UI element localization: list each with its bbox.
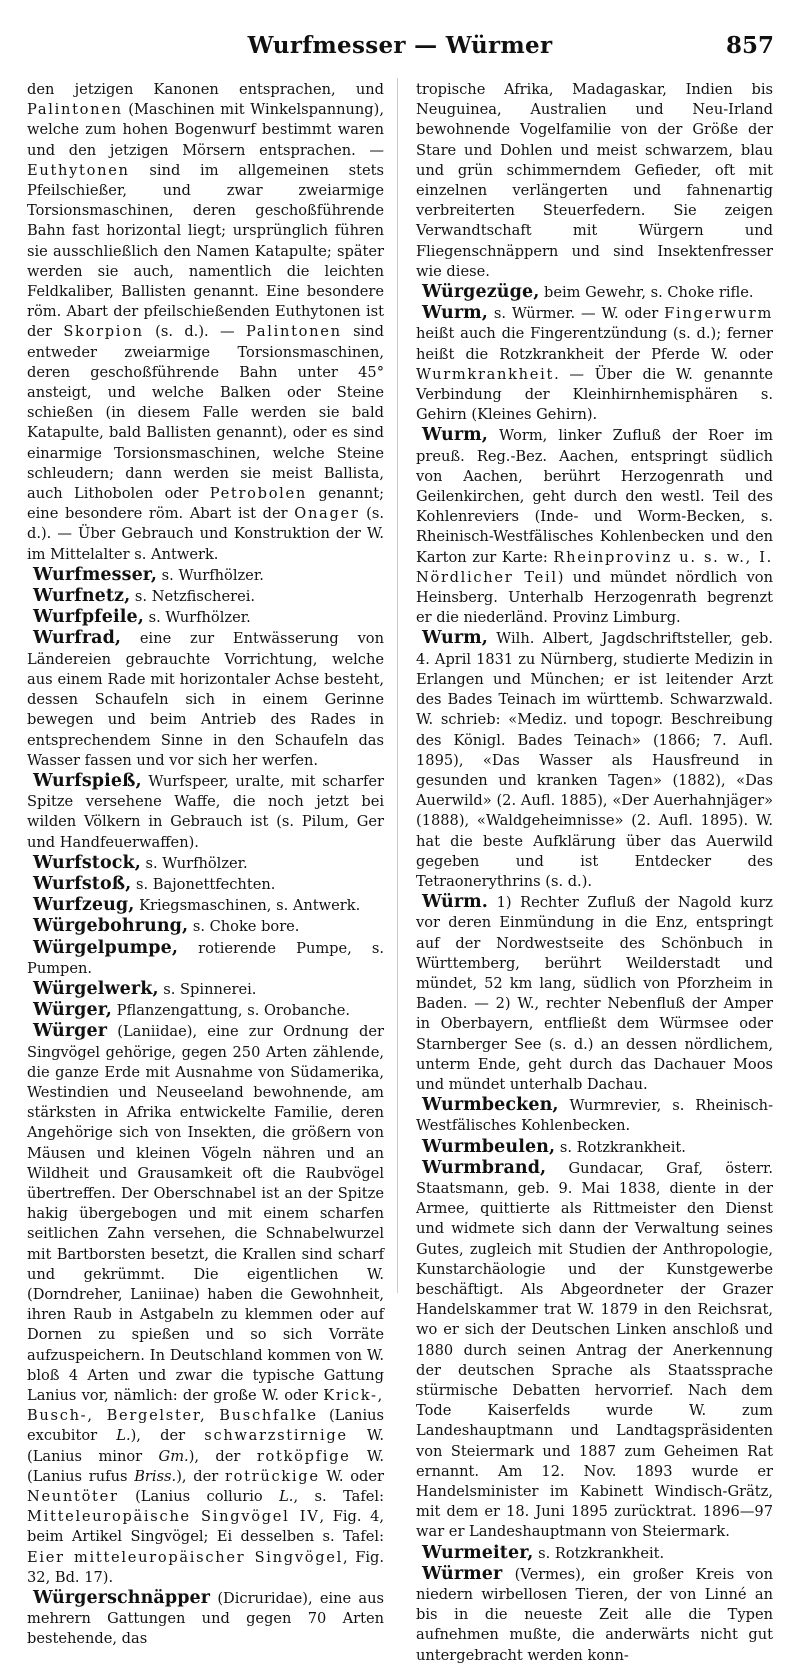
dictionary-entry	[27, 916, 384, 937]
dictionary-entry	[416, 425, 773, 628]
entry-text: beim Gewehr, s. Choke rifle.	[539, 284, 754, 302]
entry-text: genannt; eine besondere röm. Abart ist der	[27, 485, 384, 523]
page-number: 857	[725, 32, 774, 59]
entry-text: (Maschinen mit Winkelspannung), welche zum hohen Bogenwurf bestimmt waren und den jetzigen Mörsern entsprachen. —	[27, 101, 384, 159]
entry-headword: Wurfmesser,	[33, 564, 158, 585]
entry-text: tropische Afrika, Madagaskar, Indien bis Neuguinea, Australien und Neu-Irland bewohnende Vogelfamilie von der Größe der Stare und Dohlen und meist schwarzem, blau und grün schimmerndem Gefieder, oft mit einzelnen verlängerten und fahnenartig verbreiterten Steuerfedern. Sie zeigen Verwandtschaft mit Würgern und Fliegenschnäppern und sind Insektenfresser wie diese.	[416, 81, 773, 280]
entry-text: Briss.	[134, 1467, 177, 1485]
entry-text: (Lanius excubitor	[27, 1407, 385, 1445]
dictionary-entry	[416, 1137, 773, 1158]
entry-headword: Wurmbrand,	[422, 1157, 547, 1178]
entry-text: , Fig. 32, Bd. 17).	[27, 1548, 384, 1586]
entry-headword: Würmer	[422, 1563, 503, 1584]
entry-headword: Wurfstoß,	[33, 873, 132, 894]
entry-headword: Würm.	[422, 892, 488, 913]
entry-text: Mitteleuropäische Singvögel IV	[27, 1508, 320, 1526]
entry-headword: Wurfspieß,	[33, 770, 142, 791]
entry-headword: Wurm,	[422, 628, 488, 649]
dictionary-entry	[27, 628, 384, 770]
entry-text: schwarzstirnige	[204, 1427, 348, 1445]
entry-headword: Würgerschnäpper	[33, 1588, 211, 1609]
entry-text: s. Rotzkrankheit.	[533, 1544, 665, 1562]
entry-text: Gm.	[158, 1447, 189, 1465]
entry-text: sind im allgemeinen stets Pfeilschießer, und zwar zweiarmige Torsionsmaschinen, deren geschoßführende Bahn fast horizontal liegt; ursprünglich führen sie ausschließlich den Namen Katapulte; später werden sie auch, namentlich die leichten Feldkaliber, Ballisten genannt. Eine besondere röm. Abart der pfeilschießenden Euthytonen ist der	[27, 161, 384, 341]
entry-headword: Würgelwerk,	[33, 978, 159, 999]
entry-text: ), der	[188, 1447, 257, 1465]
entry-text: Fingerwurm	[664, 305, 773, 323]
dictionary-entry	[416, 1564, 773, 1666]
entry-headword: Wurmeiter,	[422, 1542, 534, 1563]
entry-text: . — Über die W. genannte Verbindung der Kleinhirnhemisphären s. Gehirn (Kleines Gehirn).	[416, 365, 773, 424]
entry-text: W. (Lanius minor	[27, 1427, 384, 1465]
entry-text: Wurmkrankheit	[416, 365, 555, 383]
entry-headword: Wurfnetz,	[33, 586, 131, 607]
entry-text: Pflanzengattung, s. Orobanche.	[112, 1002, 350, 1020]
dictionary-entry	[27, 853, 384, 874]
entry-text: (Lanius collurio	[118, 1488, 280, 1506]
entry-text: Rheinprovinz u. s. w., I. Nördlicher Teil	[416, 548, 774, 586]
entry-text: rotköpfige	[256, 1447, 351, 1465]
entry-text: , Fig. 4, beim Artikel Singvögel; Ei desselben s. Tafel:	[27, 1508, 384, 1546]
entry-text: ), der	[130, 1427, 205, 1445]
continued-paragraph	[416, 80, 773, 282]
dictionary-entry	[416, 1158, 773, 1543]
entry-text: s. Netzfischerei.	[130, 588, 256, 606]
entry-text: Euthytonen	[27, 161, 130, 179]
dictionary-entry	[27, 565, 384, 586]
continued-paragraph	[27, 80, 384, 565]
entry-text: Skorpion	[63, 323, 144, 341]
entry-headword: Wurmbeulen,	[422, 1136, 556, 1157]
entry-text: Eier mitteleuropäischer Singvögel	[27, 1548, 343, 1566]
entry-text: s. Würmer. — W. oder	[488, 305, 665, 323]
entry-text: , s. Tafel:	[293, 1488, 384, 1506]
dictionary-entry	[27, 1588, 384, 1650]
dictionary-entry	[27, 938, 384, 979]
entry-headword: Wurfrad,	[33, 628, 122, 649]
dictionary-entry	[27, 979, 384, 1000]
entry-text: L.	[279, 1488, 294, 1506]
entry-headword: Wurm,	[422, 425, 488, 446]
entry-text: Palintonen	[27, 101, 123, 119]
entry-text: Wurmrevier, s. Rheinisch-Westfälisches Kohlenbecken.	[416, 1097, 773, 1135]
entry-text: 1) Rechter Zufluß der Nagold kurz vor deren Einmündung in die Enz, entspringt auf der Nordwestseite des Schönbuch in Württemberg, berührt Weilderstadt und mündet, 52 km lang, südlich von Pforzheim in Baden. — 2) W., rechter Nebenfluß der Amper in Oberbayern, entfließt dem Würmsee oder Starnberger See (s. d.) an dessen nördlichem, unterm Ende, geht durch das Dachauer Moos und mündet unterhalb Dachau.	[416, 894, 773, 1093]
entry-text: (Dicruridae), eine aus mehrern Gattungen und gegen 70 Arten bestehende, das	[27, 1590, 384, 1648]
entry-headword: Wurfzeug,	[33, 895, 135, 916]
entry-text: Krick-, Busch-, Bergelster, Buschfalke	[27, 1387, 384, 1425]
entry-text: rotierende Pumpe, s. Pumpen.	[27, 939, 384, 977]
entry-headword: Wurmbecken,	[422, 1095, 559, 1116]
left-column	[27, 80, 384, 1650]
dictionary-entry	[416, 282, 773, 303]
dictionary-entry	[27, 771, 384, 853]
dictionary-entry	[416, 1095, 773, 1136]
entry-text: (s. d.). — Über Gebrauch und Konstruktion der W. im Mittelalter s. Antwerk.	[27, 505, 384, 563]
dictionary-entry	[27, 895, 384, 916]
entry-text: Onager	[294, 505, 360, 523]
entry-text: W. oder	[319, 1467, 384, 1485]
entry-text: s. Bajonettfechten.	[131, 875, 276, 893]
entry-text: Palintonen	[246, 323, 342, 341]
entry-text: den jetzigen Kanonen entsprachen, und	[27, 81, 384, 98]
entry-text: Petrobolen	[209, 485, 307, 503]
entry-headword: Würger	[33, 1021, 108, 1042]
entry-text: s. Rotzkrankheit.	[555, 1138, 686, 1156]
dictionary-entry	[416, 892, 773, 1095]
entry-text: Wilh. Albert, Jagdschriftsteller, geb. 4. April 1831 zu Nürnberg, studierte Medizin in Erlangen und München; er ist leitender Arzt des Bades Teinach im württemb. Schwarzwald. W. schrieb: «Mediz. und topogr. Beschreibung des Königl. Bades Teinach» (1866; 7. Aufl. 1895), «Das Wasser als Hausfreund in gesunden und kranken Tagen» (1882), «Das Auerwild» (2. Aufl. 1885), «Der Auerhahnjäger» (1888), «Waldgeheimnisse» (2. Aufl. 1895). W. hat die beste Aufklärung über das Auerwild gegeben und ist Entdecker des Tetraonerythrins (s. d.).	[416, 630, 773, 890]
entry-headword: Würgezüge,	[422, 282, 540, 303]
entry-text: eine zur Entwässerung von Ländereien gebrauchte Vorrichtung, welche aus einem Rade mit horizontaler Achse besteht, dessen Schaufeln sich in einem Gerinne bewegen und beim Antrieb des Rades in entsprechendem Sinne in den Schaufeln das Wasser fassen und vor sich her werfen.	[27, 630, 384, 769]
entry-text: s. Spinnerei.	[158, 980, 257, 998]
dictionary-entry	[416, 628, 773, 892]
entry-text: heißt auch die Fingerentzündung (s. d.); ferner heißt die Rotzkrankheit der Pferde W. oder	[416, 325, 773, 363]
entry-text: s. Wurfhölzer.	[143, 609, 251, 627]
entry-text: Gundacar, Graf, österr. Staatsmann, geb. 9. Mai 1838, diente in der Armee, quittierte als Rittmeister den Dienst und widmete sich dann der Verwaltung seines Gutes, zugleich mit Studien der Anthropologie, Kunstarchäologie und der Kunstgewerbe beschäftigt. Als Abgeordneter der Grazer Handelskammer trat W. 1879 in den Reichsrat, wo er sich der Deutschen Linken anschloß und 1880 durch seinen Antrag der Anerkennung der deutschen Sprache als Staatssprache stürmische Debatten hervorrief. Nach dem Tode Kaiserfelds wurde W. zum Landeshauptmann und Landtagspräsidenten von Steiermark und 1887 zum Geheimen Rat ernannt. Am 12. Nov. 1893 wurde er Handelsminister im Kabinett Windisch-Grätz, mit dem er 18. Juni 1895 zurücktrat. 1896—97 war er Landeshauptmann von Steiermark.	[416, 1159, 773, 1541]
entry-headword: Würger,	[33, 1000, 112, 1021]
dictionary-entry	[27, 586, 384, 607]
dictionary-entry	[27, 1000, 384, 1021]
entry-text: (Vermes), ein großer Kreis von niedern wirbellosen Tieren, der von Linné an bis in die neueste Zeit alle die Typen aufnehmen mußte, die anderwärts nicht gut untergebracht werden konn-	[416, 1565, 773, 1664]
entry-text: Kriegsmaschinen, s. Antwerk.	[134, 897, 361, 915]
dictionary-entry	[416, 303, 773, 425]
dictionary-entry	[27, 874, 384, 895]
entry-headword: Wurfstock,	[33, 852, 141, 873]
entry-headword: Würgebohrung,	[33, 916, 189, 937]
entry-text: W. (Lanius rufus	[27, 1447, 384, 1485]
entry-text: s. Wurfhölzer.	[140, 854, 248, 872]
dictionary-entry	[416, 1543, 773, 1564]
entry-text: Worm, linker Zufluß der Roer im preuß. Reg.-Bez. Aachen, entspringt südlich von Aachen, berührt Herzogenrath und Geilenkirchen, geht durch den westl. Teil des Kohlenreviers (Inde- und Worm-Becken, s. Rheinisch-Westfälisches Kohlenbecken und den Karton zur Karte:	[416, 427, 773, 566]
entry-headword: Wurfpfeile,	[33, 607, 144, 628]
entry-text: rotrückige	[225, 1467, 320, 1485]
entry-text: sind entweder zweiarmige Torsionsmaschinen, deren geschoßführende Bahn unter 45° ansteigt, und welche Balken oder Steine schießen (in diesem Falle werden sie bald Katapulte, bald Ballisten genannt), oder es sind einarmige Torsionsmaschinen, welche Steine schleudern; dann werden sie meist Ballista, auch Lithobolen oder	[27, 323, 384, 503]
entry-text: ), der	[176, 1467, 225, 1485]
column-divider	[397, 78, 398, 1293]
running-title: Wurfmesser — Würmer	[247, 32, 553, 59]
entry-text: s. Wurfhölzer.	[157, 566, 264, 584]
entry-headword: Wurm,	[422, 303, 488, 324]
dictionary-entry	[27, 607, 384, 628]
right-column	[416, 80, 773, 1666]
entry-text: s. Choke bore.	[188, 918, 300, 936]
entry-text: Neuntöter	[27, 1488, 119, 1506]
entry-text: L.	[116, 1427, 131, 1445]
entry-text: (Laniidae), eine zur Ordnung der Singvögel gehörige, gegen 250 Arten zählende, die ganze Erde mit Ausnahme von Südamerika, Westindien und Neuseeland bewohnende, am stärksten in Afrika entwickelte Familie, deren Angehörige sich von Insekten, die größern von Mäusen und kleinen Vögeln nähren und an Wildheit und Grausamkeit oft die Raubvögel übertreffen. Der Oberschnabel ist an der Spitze hakig übergebogen und mit einem scharfen seitlichen Zahn versehen, die Schnabelwurzel mit Bartborsten besetzt, die Krallen sind scharf und gekrümmt. Die eigentlichen W. (Dorndreher, Laniinae) haben die Gewohnheit, ihren Raub in Astgabeln zu klemmen oder auf Dornen zu spießen und so sich Vorräte aufzuspeichern. In Deutschland kommen von W. bloß 4 Arten und zwar die typische Gattung Lanius vor, nämlich: der große W. oder	[27, 1023, 384, 1404]
entry-headword: Würgelpumpe,	[33, 937, 179, 958]
entry-text: Wurfspeer, uralte, mit scharfer Spitze versehene Waffe, die noch jetzt bei wilden Völkern in Gebrauch ist (s. Pilum, Ger und Handfeuerwaffen).	[27, 772, 384, 851]
entry-text: ) und mündet nördlich von Heinsberg. Unterhalb Herzogenrath begrenzt er die niederländ. Provinz Limburg.	[416, 568, 773, 627]
running-header	[22, 32, 778, 72]
entry-text: (s. d.). —	[143, 323, 247, 341]
